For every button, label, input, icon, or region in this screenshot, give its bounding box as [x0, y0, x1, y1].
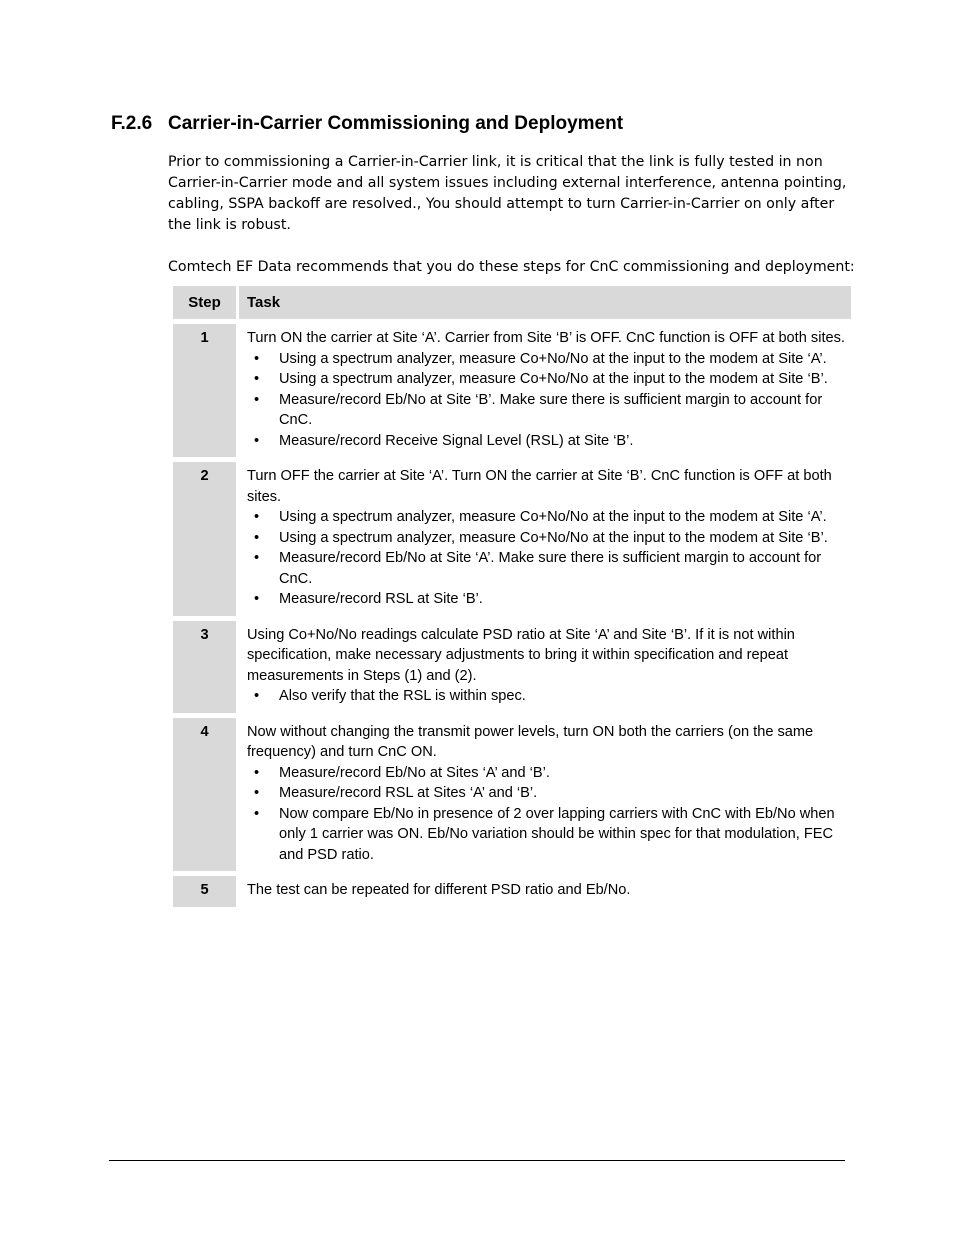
task-text: Turn OFF the carrier at Site ‘A’. Turn ON the carrier at Site ‘B’. CnC function is OFF at both sites. — [247, 468, 832, 505]
step-number: 5 — [173, 876, 236, 907]
footer-divider — [109, 1160, 845, 1161]
step-number: 1 — [173, 324, 236, 457]
steps-table — [170, 281, 854, 912]
task-bullet-list — [247, 763, 847, 866]
step-number: 4 — [173, 718, 236, 872]
task-text: Now without changing the transmit power levels, turn ON both the carriers (on the same frequency) and turn CnC ON. — [247, 723, 814, 760]
task-bullet: • Measure/record Receive Signal Level (RSL) at Site ‘B’. — [247, 431, 847, 452]
task-cell — [239, 718, 851, 872]
task-bullet: • Using a spectrum analyzer, measure Co+No/No at the input to the modem at Site ‘B’. — [247, 369, 847, 390]
task-bullet-list — [247, 349, 847, 452]
task-bullet: • Using a spectrum analyzer, measure Co+No/No at the input to the modem at Site ‘A’. — [247, 349, 847, 370]
step-column-header: Step — [173, 286, 236, 319]
task-bullet: • Measure/record Eb/No at Sites ‘A’ and ‘B’. — [247, 763, 847, 784]
task-text: Turn ON the carrier at Site ‘A’. Carrier from Site ‘B’ is OFF. CnC function is OFF at both sites. — [247, 330, 845, 346]
table-row — [173, 876, 851, 907]
task-bullet: • Using a spectrum analyzer, measure Co+No/No at the input to the modem at Site ‘B’. — [247, 528, 847, 549]
task-column-header: Task — [239, 286, 851, 319]
table-row — [173, 621, 851, 713]
task-bullet: • Using a spectrum analyzer, measure Co+No/No at the input to the modem at Site ‘A’. — [247, 507, 847, 528]
task-bullet: • Measure/record RSL at Site ‘B’. — [247, 589, 847, 610]
task-bullet: • Measure/record Eb/No at Site ‘B’. Make sure there is sufficient margin to account for CnC. — [247, 390, 847, 431]
lead-paragraph: Comtech EF Data recommends that you do these steps for CnC commissioning and deployment: — [168, 259, 855, 275]
task-bullet-list — [247, 686, 847, 707]
task-bullet: • Now compare Eb/No in presence of 2 over lapping carriers with CnC with Eb/No when only 1 carrier was ON. Eb/No variation should be within spec for that modulation, FEC and PSD ratio. — [247, 804, 847, 866]
table-row — [173, 462, 851, 616]
task-bullet-list — [247, 507, 847, 610]
task-cell — [239, 324, 851, 457]
task-bullet: • Measure/record Eb/No at Site ‘A’. Make sure there is sufficient margin to account for CnC. — [247, 548, 847, 589]
task-bullet: • Also verify that the RSL is within spec. — [247, 686, 847, 707]
section-heading — [111, 112, 623, 136]
intro-paragraph: Prior to commissioning a Carrier-in-Carrier link, it is critical that the link is fully tested in non Carrier-in-Carrier mode and all system issues including external interference, antenna pointing, cabling, SSPA backoff are resolved., You should attempt to turn Carrier-in-Carrier on only after the link is robust. — [168, 154, 847, 233]
task-bullet: • Measure/record RSL at Sites ‘A’ and ‘B’. — [247, 783, 847, 804]
task-cell — [239, 462, 851, 616]
step-number: 2 — [173, 462, 236, 616]
task-cell — [239, 621, 851, 713]
table-row — [173, 718, 851, 872]
task-text: The test can be repeated for different PSD ratio and Eb/No. — [247, 882, 631, 898]
section-title: Carrier-in-Carrier Commissioning and Deployment — [168, 113, 624, 134]
task-text: Using Co+No/No readings calculate PSD ratio at Site ‘A’ and Site ‘B’. If it is not within specification, make necessary adjustments to bring it within specification and repeat measurements in Steps (1) and (2). — [247, 626, 795, 684]
table-header-row — [173, 286, 851, 319]
section-number: F.2.6 — [111, 113, 153, 134]
step-number: 3 — [173, 621, 236, 713]
table-row — [173, 324, 851, 457]
task-cell — [239, 876, 851, 907]
